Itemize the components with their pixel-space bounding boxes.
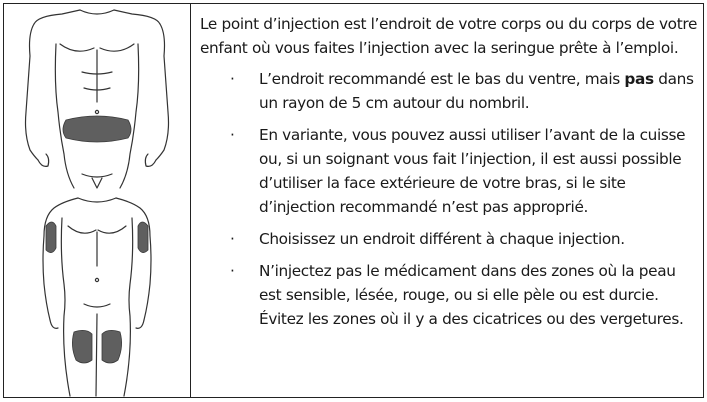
intro-paragraph: Le point d’injection est l’endroit de votre corps ou du corps de votre enfant où vous faites l’injection avec la seringue prête à l’emploi. (200, 15, 698, 57)
bullet-item-avoid-zones (198, 259, 698, 331)
bullet-marker: · (230, 262, 235, 280)
right-arm-injection-zone (138, 222, 148, 253)
bullet-item-recommended-site (198, 67, 698, 115)
bullet-item-rotate-site (198, 227, 698, 251)
bullet-text: Choisissez un endroit différent à chaque injection. (259, 230, 625, 248)
info-table (3, 3, 704, 398)
column-divider (190, 4, 191, 397)
left-arm-injection-zone (46, 222, 56, 253)
instructions-text (198, 12, 698, 339)
torso-figure-legs (43, 198, 151, 396)
bullet-text: N’injectez pas le médicament dans des zones où la peau est sensible, lésée, rouge, ou si elle pèle ou est durcie. Évitez les zones où il y a des cicatrices ou des vergetures. (259, 262, 684, 328)
bullet-text: En variante, vous pouvez aussi utiliser l’avant de la cuisse ou, si un soignant vous fait l’injection, il est aussi possible d’utiliser la face extérieure de votre bras, si le site d’injection recommandé n’est pas approprié. (259, 126, 686, 216)
bullet-marker: · (230, 126, 235, 144)
abdomen-injection-zone (63, 116, 131, 142)
injection-site-figure-cell (4, 4, 190, 397)
torso-figure-abdomen (26, 10, 169, 188)
bullet-marker: · (230, 70, 235, 88)
bullet-text-bold: pas (624, 70, 654, 88)
right-thigh-injection-zone (102, 330, 122, 363)
left-thigh-injection-zone (72, 330, 92, 363)
bullet-text-before: L’endroit recommandé est le bas du ventre, mais (259, 70, 625, 88)
injection-site-illustration (4, 4, 190, 399)
bullet-text-after: dans un rayon de 5 cm autour du nombril. (259, 70, 694, 112)
bullet-item-alternative-site (198, 123, 698, 219)
bullet-marker: · (230, 230, 235, 248)
